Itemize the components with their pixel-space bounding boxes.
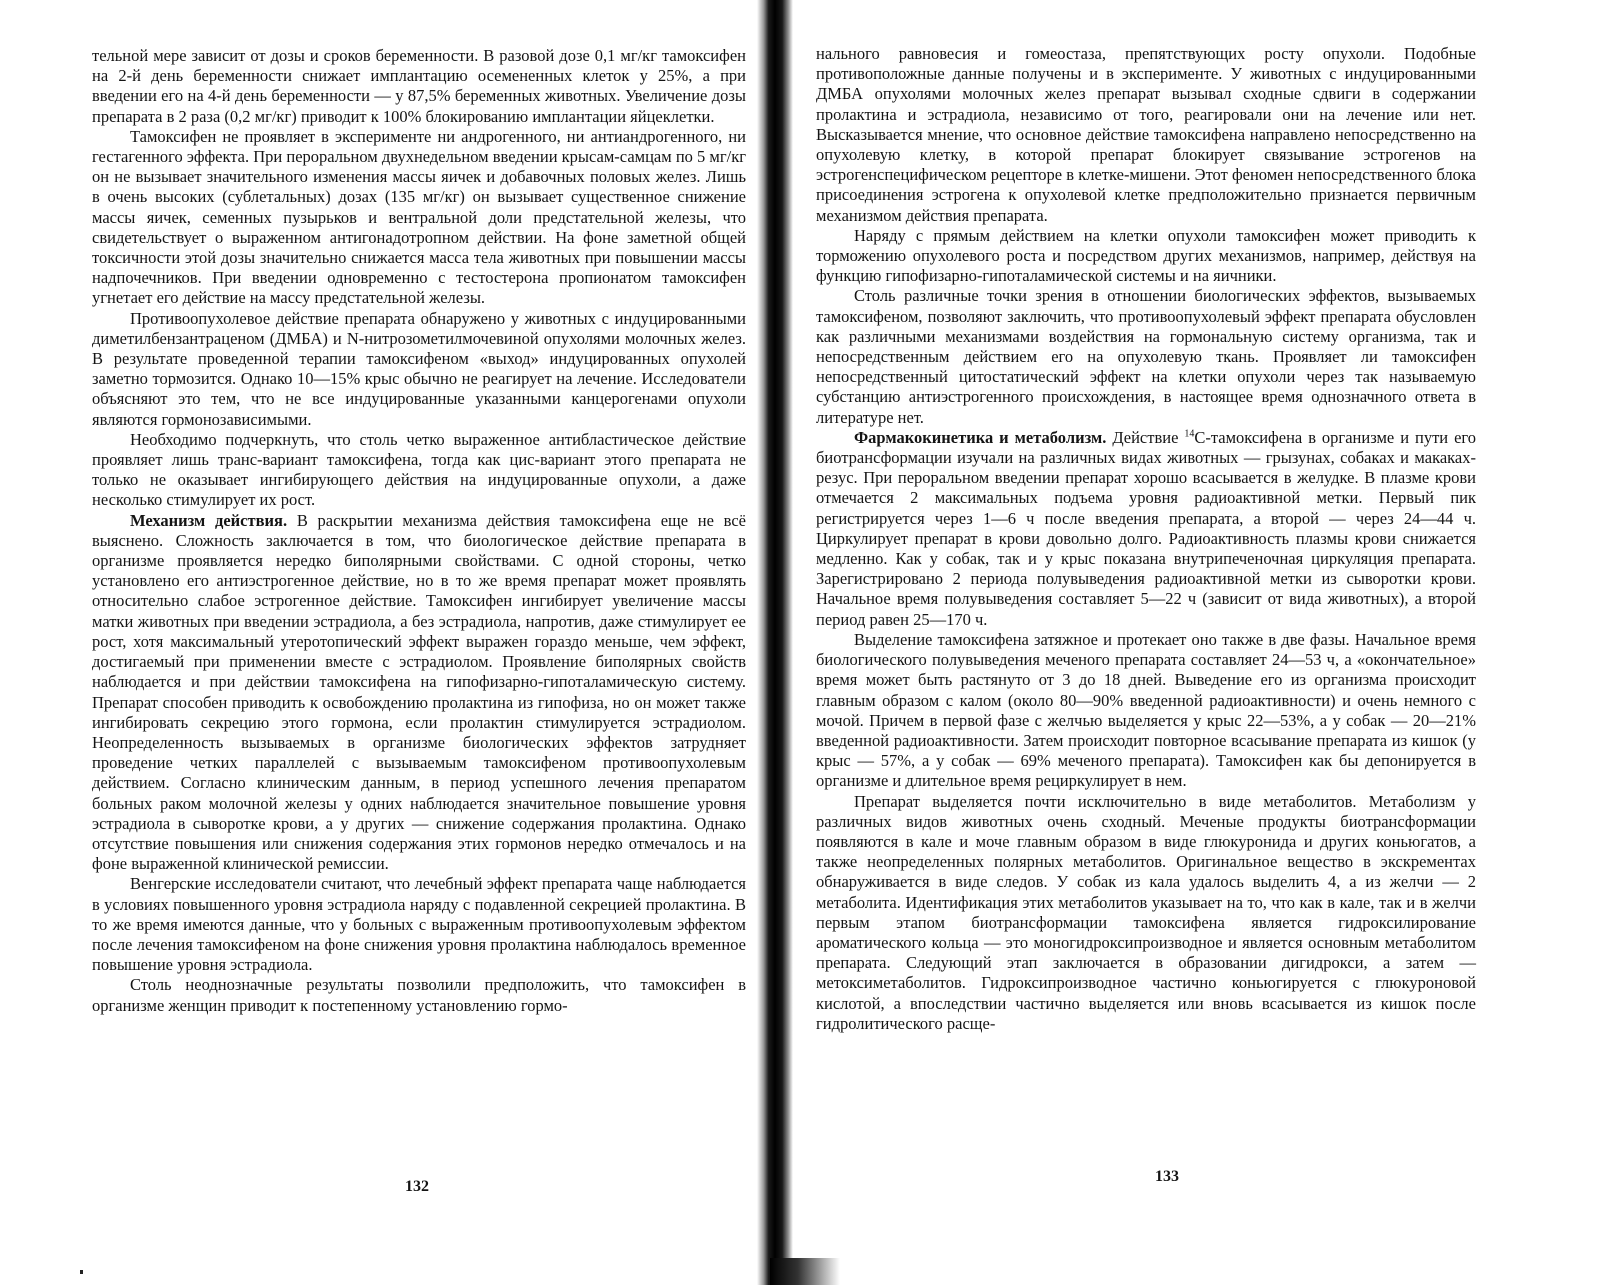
page-number-left: 132	[405, 1178, 429, 1195]
paragraph: Необходимо подчеркнуть, что столь четко выраженное антибластическое действие проявляет лишь транс-вариант тамоксифена, тогда как цис-вариант этого препарата не только не оказывает ингибирующего действия на индуцированные опухоли, а даже несколько стимулирует их рост.	[92, 429, 746, 510]
right-page	[775, 0, 1600, 1285]
paragraph: нального равновесия и гомеостаза, препятствующих росту опухоли. Подобные противоположные данные получены и в эксперименте. У животных с индуцированными ДМБА опухолями молочных желез препарат вызывал сходные сдвиги в содержании пролактина и эстрадиола, независимо от того, реагировали они на лечение или нет. Высказывается мнение, что основное действие тамоксифена направлено непосредственно на опухолевую клетку, в которой препарат блокирует связывание эстрогенов на эстрогенспецифическом рецепторе в клетке-мишени. Этот феномен непосредственного блока присоединения эстрогена к опухолевой клетке предположительно признается первичным механизмом действия препарата.	[816, 44, 1476, 225]
paragraph	[92, 511, 746, 875]
scan-speck	[80, 1270, 83, 1274]
paragraph: Препарат выделяется почти исключительно в виде метаболитов. Метаболизм у различных видов животных очень сходный. Меченые продукты биотрансформации появляются в кале и моче главным образом в виде глюкуронида и других коньюгатов, а также неопределенных полярных метаболитов. Оригинальное вещество в экскрементах обнаруживается в виде следов. У собак из кала удалось выделить 4, а из желчи — 2 метаболита. Идентификация этих метаболитов указывает на то, что как в кале, так и в желчи первым этапом биотрансформации тамоксифена является гидроксилирование ароматического кольца — это моногидроксипроизводное и является основным метаболитом препарата. Следующий этап заключается в образовании дигидрокси, а затем — метоксиметаболитов. Гидроксипроизводное частично коньюгируется с глюкуроновой кислотой, а впоследствии частично выделяется или вновь всасывается из кишок после гидролитического расще-	[816, 791, 1476, 1033]
paragraph: тельной мере зависит от дозы и сроков беременности. В разовой дозе 0,1 мг/кг тамоксифен на 2-й день беременности снижает имплантацию осемененных клеток у 25%, а при введении его на 4-й день беременности — у 87,5% беременных животных. Увеличение дозы препарата в 2 раза (0,2 мг/кг) приводит к 100% блокированию имплантации яйцеклетки.	[92, 46, 746, 126]
paragraph-body: В раскрытии механизма действия тамоксифена еще не всё выяснено. Сложность заключается в том, что биологическое действие препарата в организме проявляется нередко биполярными свойствами. С одной стороны, четко установлено его антиэстрогенное действие, но в то же время препарат может проявлять относительно слабое эстрогенное действие. Тамоксифен ингибирует увеличение массы матки животных при введении эстрадиола, а без эстрадиола, напротив, даже стимулирует ее рост, хотя максимальный утеротопический эффект выражен гораздо меньше, чем эффект, достигаемый при применении вместе с эстрадиолом. Проявление биполярных свойств наблюдается и при действии тамоксифена на гипофизарно-гипоталамическую систему. Препарат способен приводить к освобождению пролактина из гипофиза, но он может также ингибировать секрецию этого гормона, если пролактин стимулируется эстрадиолом. Неопределенность вызываемых в организме биологических эффектов затрудняет проведение четких параллелей с вызываемым тамоксифеном противоопухолевым действием. Согласно клиническим данным, в период успешного лечения препаратом больных раком молочной железы у одних наблюдается значительное повышение уровня эстрадиола в сыворотке крови, а у других — снижение содержания пролактина. Однако отсутствие повышения или снижения содержания этих гормонов нередко отмечалось и на фоне выраженной клинической ремиссии.	[92, 510, 747, 874]
section-heading-pharmacokinetics: Фармакокинетика и метаболизм.	[854, 427, 1107, 447]
paragraph	[816, 428, 1476, 630]
paragraph: Противоопухолевое действие препарата обнаружено у животных с индуцированными диметилбензантраценом (ДМБА) и N-нитрозометилмочевиной опухолями молочных желез. В результате проведенной терапии тамоксифеном «выход» индуцированных опухолей заметно тормозится. Однако 10—15% крыс обычно не реагирует на лечение. Исследователи объясняют это тем, что не все индуцированные указанными канцерогенами опухоли являются гормонозависимыми.	[92, 308, 746, 429]
paragraph-body: С-тамоксифена в организме и пути его биотрансформации изучали на различных видах животных — грызунах, собаках и макаках-резус. При пероральном введении препарат хорошо всасывается в желудке. В плазме крови отмечается 2 максимальных подъема уровня радиоактивной метки. Первый пик регистрируется через 1—6 ч после введения препарата, а второй — через 24—44 ч. Циркулирует препарат в крови довольно долго. Радиоактивность плазмы крови снижается медленно. Как у собак, так и у крыс показана внутрипеченочная циркуляция препарата. Зарегистрировано 2 периода полувыведения радиоактивной метки из сыворотки крови. Начальное время полувыведения составляет 5—22 ч (зависит от вида животных), а второй период равен 25—170 ч.	[816, 427, 1476, 629]
page-number-right: 133	[1155, 1168, 1179, 1185]
paragraph: Столь различные точки зрения в отношении биологических эффектов, вызываемых тамоксифеном, позволяют заключить, что противоопухолевый эффект препарата обусловлен как различными механизмами воздействия на гормональную систему организма, так и непосредственным действием его на опухолевую ткань. Проявляет ли тамоксифен непосредственный цитостатический эффект на клетки опухоли через так называемую субстанцию антиэстрогенного происхождения, в настоящее время однозначного ответа в литературе нет.	[816, 286, 1476, 427]
isotope-superscript: 14	[1184, 428, 1195, 440]
book-gutter-shadow	[757, 0, 793, 1285]
paragraph: Выделение тамоксифена затяжное и протекает оно также в две фазы. Начальное время биологического полувыведения меченого препарата составляет 24—53 ч, а «окончательное» время может быть растянуто от 3 до 18 дней. Выведение его из организма происходит главным образом с калом (около 80—90% введенной радиоактивности) и очень немного с мочой. Причем в первой фазе с желчью выделяется у крыс 22—53%, а у собак — 20—21% введенной радиоактивности. Затем происходит повторное всасывание препарата из кишок (у крыс — 57%, а у собак — 69% меченого препарата). Тамоксифен как бы депонируется в организме и длительное время рециркулирует в нем.	[816, 629, 1476, 791]
right-page-text	[816, 44, 1476, 1034]
gutter-shadow-foot	[770, 1258, 840, 1285]
left-page	[0, 0, 775, 1285]
section-heading-mechanism: Механизм действия.	[130, 510, 288, 530]
paragraph: Наряду с прямым действием на клетки опухоли тамоксифен может приводить к торможению опухолевого роста и посредством других механизмов, например, действуя на функцию гипофизарно-гипоталамической системы и на яичники.	[816, 225, 1476, 286]
paragraph: Тамоксифен не проявляет в эксперименте ни андрогенного, ни антиандрогенного, ни гестагенного эффекта. При пероральном двухнедельном введении крысам-самцам по 5 мг/кг он не вызывает значительного изменения массы яичек и добавочных половых желез. Лишь в очень высоких (сублетальных) дозах (135 мг/кг) он вызывает существенное снижение массы яичек, семенных пузырьков и вентральной доли предстательной железы, что свидетельствует о выраженном антигонадотропном действии. На фоне заметной общей токсичности этой дозы значительно снижается масса тела животных при повышении массы надпочечников. При введении одновременно с тестостерона пропионатом тамоксифен угнетает его действие на массу предстательной железы.	[92, 126, 746, 308]
paragraph: Венгерские исследователи считают, что лечебный эффект препарата чаще наблюдается в условиях повышенного уровня эстрадиола наряду с подавленной секрецией пролактина. В то же время имеются данные, что у больных с выраженным противоопухолевым эффектом после лечения тамоксифеном на фоне снижения уровня пролактина наблюдалось временное повышение уровня эстрадиола.	[92, 874, 746, 975]
left-page-text	[92, 46, 746, 1016]
paragraph-pre: Действие	[1106, 427, 1185, 447]
paragraph: Столь неоднозначные результаты позволили предположить, что тамоксифен в организме женщин приводит к постепенному установлению гормо-	[92, 975, 746, 1015]
